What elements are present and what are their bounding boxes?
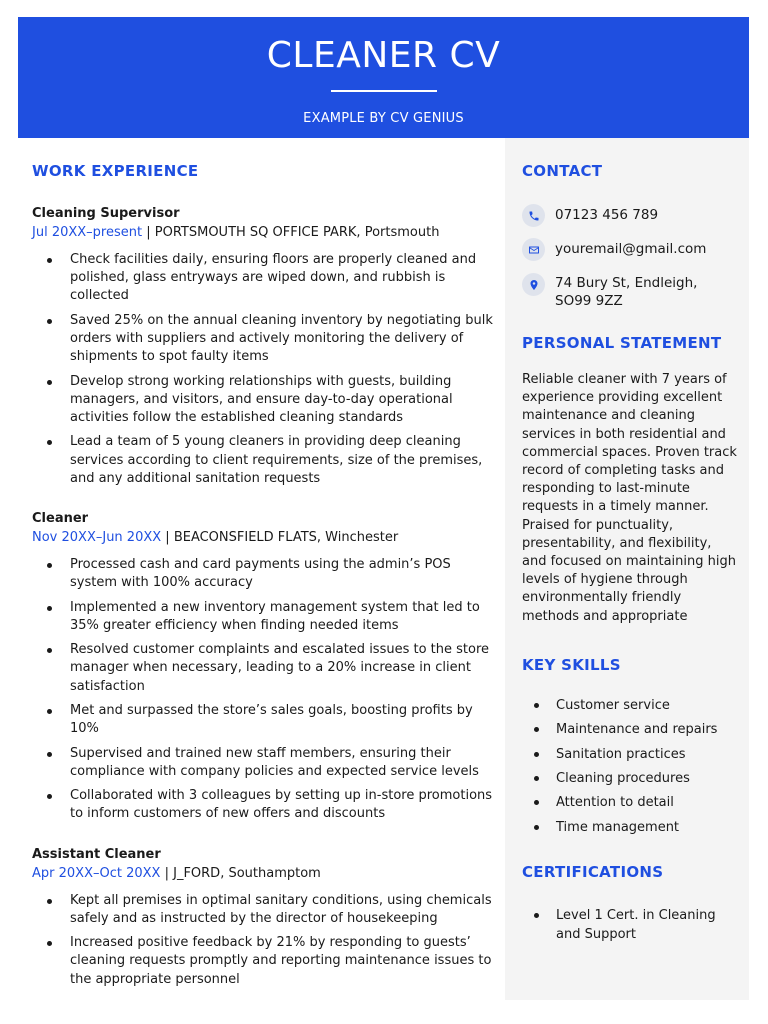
contact-heading: CONTACT: [522, 162, 603, 180]
personal-statement-text: Reliable cleaner with 7 years of experience providing excellent maintenance and cleaning services in both residential and commercial spaces. Proven track record of completing tasks and responding to last-minute requests in a timely manner. Praised for punctuality, presentability, and flexibility, and focused on maintaining high levels of hygiene through environmentally friendly methods and appropriate: [522, 372, 737, 624]
bullet-item: Check facilities daily, ensuring floors are properly cleaned and polished, glass entryways are wiped down, and rubbish is collected: [32, 251, 494, 306]
work-experience-heading: WORK EXPERIENCE: [32, 162, 199, 180]
bullet-item: Supervised and trained new staff members, ensuring their compliance with company policies and expected service levels: [32, 745, 494, 781]
job-entry: [32, 846, 494, 989]
page-title: CLEANER CV: [266, 35, 501, 76]
skill-item: Cleaning procedures: [522, 769, 737, 788]
job-date: Apr 20XX–Oct 20XX: [32, 865, 161, 881]
page-subtitle: EXAMPLE BY CV GENIUS: [303, 111, 464, 126]
certifications-list: [522, 906, 737, 944]
key-skills-list: [522, 696, 737, 837]
skill-item: Attention to detail: [522, 793, 737, 812]
certifications-section: [522, 863, 737, 944]
job-meta: [32, 223, 494, 242]
job-entry: [32, 205, 494, 488]
contact-list: [522, 206, 737, 310]
job-company: J_FORD, Southamptom: [173, 865, 321, 881]
contact-address: [522, 274, 737, 310]
phone-icon: [522, 204, 545, 227]
job-bullets: [32, 892, 494, 989]
job-company: BEACONSFIELD FLATS, Winchester: [173, 530, 399, 545]
title-divider: [331, 90, 437, 92]
bullet-item: Increased positive feedback by 21% by responding to guests’ cleaning requests promptly and reporting maintenance issues to the appropriate personnel: [32, 934, 494, 989]
contact-section: [522, 162, 737, 310]
job-separator: |: [142, 225, 155, 240]
contact-email-text: youremail@gmail.com: [555, 241, 707, 257]
skill-item: Maintenance and repairs: [522, 720, 737, 739]
job-bullets: [32, 251, 494, 488]
bullet-item: Kept all premises in optimal sanitary conditions, using chemicals safely and as instructed by the director of housekeeping: [32, 892, 494, 928]
job-meta: [32, 864, 494, 883]
job-entry: [32, 510, 494, 824]
bullet-item: Collaborated with 3 colleagues by setting up in-store promotions to inform customers of new offers and discounts: [32, 787, 494, 823]
bullet-item: Implemented a new inventory management system that led to 35% greater efficiency when finding needed items: [32, 599, 494, 635]
skill-item: Time management: [522, 818, 737, 837]
skill-item: Customer service: [522, 696, 737, 715]
bullet-item: Saved 25% on the annual cleaning inventory by negotiating bulk orders with suppliers and actively monitoring the delivery of shipments to spot faulty items: [32, 312, 494, 367]
location-pin-icon: [522, 273, 545, 296]
job-separator: |: [161, 530, 174, 545]
job-title: Cleaner: [32, 511, 89, 526]
header-banner: [18, 17, 749, 138]
job-date: Jul 20XX–present: [32, 225, 143, 240]
sidebar: [522, 162, 737, 949]
job-date: Nov 20XX–Jun 20XX: [32, 530, 162, 545]
job-title: Cleaning Supervisor: [32, 206, 180, 221]
bullet-item: Lead a team of 5 young cleaners in providing deep cleaning services according to client requirements, size of the premises, and any additional sanitation requests: [32, 433, 494, 488]
job-separator: |: [160, 865, 174, 881]
certification-item: Level 1 Cert. in Cleaning and Support: [522, 906, 737, 944]
bullet-item: Met and surpassed the store’s sales goals, boosting profits by 10%: [32, 702, 494, 738]
job-company: PORTSMOUTH SQ OFFICE PARK, Portsmouth: [154, 225, 440, 240]
bullet-item: Develop strong working relationships with guests, building managers, and visitors, and ensure day-to-day operational activities follow the established cleaning standards: [32, 373, 494, 428]
personal-statement-section: [522, 334, 737, 626]
job-meta: [32, 528, 494, 547]
contact-address-text: 74 Bury St, Endleigh, SO99 9ZZ: [555, 275, 698, 309]
work-experience-section: [32, 162, 494, 995]
contact-phone: [522, 206, 737, 224]
job-title: Assistant Cleaner: [32, 846, 161, 862]
key-skills-heading: KEY SKILLS: [522, 655, 621, 674]
job-bullets: [32, 556, 494, 824]
personal-statement-heading: PERSONAL STATEMENT: [522, 334, 722, 352]
bullet-item: Processed cash and card payments using the admin’s POS system with 100% accuracy: [32, 556, 494, 592]
contact-phone-text: 07123 456 789: [555, 207, 659, 223]
bullet-item: Resolved customer complaints and escalated issues to the store manager when necessary, leading to a 20% increase in client satisfaction: [32, 641, 494, 696]
mail-icon: [522, 238, 545, 261]
certifications-heading: CERTIFICATIONS: [522, 862, 664, 881]
key-skills-section: [522, 656, 737, 837]
skill-item: Sanitation practices: [522, 745, 737, 764]
contact-email: [522, 240, 737, 258]
